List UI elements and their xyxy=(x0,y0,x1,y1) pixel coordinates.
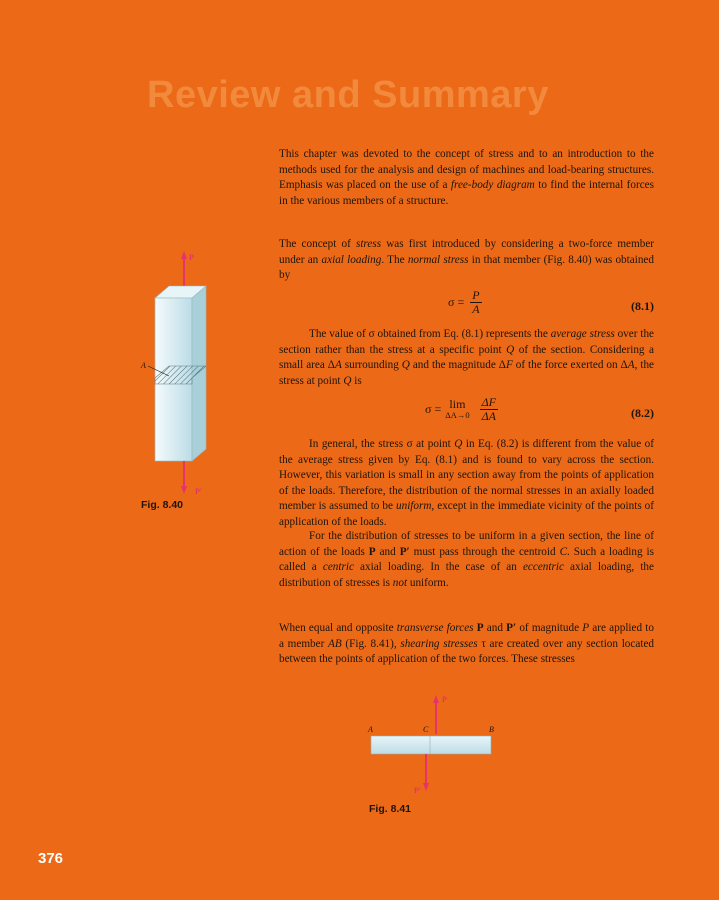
equation-number: (8.1) xyxy=(631,299,654,313)
emphasis-text: transverse forces xyxy=(396,622,474,634)
paragraph-intro xyxy=(279,147,654,209)
limit-operator: lim xyxy=(449,396,466,411)
member-ab xyxy=(371,736,491,754)
emphasis-text: F xyxy=(505,359,513,372)
text-run: This chapter was devoted to the concept of stress and to an introduction to the methods used for the analysis and design of machines and load-bearing structures. Emphasis was placed on the use of a xyxy=(279,148,654,192)
page-number: 376 xyxy=(38,850,64,867)
emphasis-text: AB xyxy=(328,637,342,650)
text-run: in that member (Fig. 8.40) was obtained by xyxy=(279,253,654,282)
limit-subscript: ΔA→0 xyxy=(445,409,470,420)
text-run: axial loading. In the case of an xyxy=(353,561,523,574)
denominator: A xyxy=(472,302,480,316)
equation-number: (8.2) xyxy=(631,406,654,420)
equation-8-2 xyxy=(279,396,654,430)
text-run: . Such a loading is called a xyxy=(279,545,655,574)
figure-8-41 xyxy=(360,692,510,802)
numerator: P xyxy=(472,288,480,302)
text-run: The concept of xyxy=(279,238,356,250)
emphasis-text: free-body diagram xyxy=(450,179,535,192)
text-run: τ are created over any section located between the points of application of the two forces. These stresses xyxy=(279,637,655,666)
text-run: , the stress at point xyxy=(279,359,655,387)
emphasis-text: shearing stresses xyxy=(400,637,478,650)
emphasis-text: eccentric xyxy=(522,561,564,574)
paragraph-centric-loading xyxy=(279,529,654,591)
paragraph-shearing xyxy=(279,621,654,668)
emphasis-text: normal stress xyxy=(407,253,469,266)
emphasis-text: average stress xyxy=(550,328,615,340)
emphasis-text: A xyxy=(627,359,635,372)
text-run: and xyxy=(375,545,400,558)
paragraph-distribution xyxy=(279,437,654,531)
numerator: ΔF xyxy=(481,395,496,409)
emphasis-text: stress xyxy=(355,238,382,250)
emphasis-text: Q xyxy=(506,343,515,356)
equation-lhs: σ = xyxy=(448,295,465,309)
label-a: A xyxy=(368,725,373,734)
label-c: C xyxy=(423,725,429,734)
bold-text: P xyxy=(368,545,376,558)
text-run: in Eq. (8.2) is different from the value of the average stress given by Eq. (8.1) and is found to vary across the section. However, this variation is small in any section away from the points of application of the loads. Therefore, the distribution of the normal stresses in an axially loaded member is assumed to be xyxy=(279,438,655,513)
text-run: of the force exerted on Δ xyxy=(512,359,628,372)
text-run: was first introduced by considering a two-force member under an xyxy=(279,238,655,266)
emphasis-text: uniform, xyxy=(396,500,435,513)
emphasis-text: Q xyxy=(401,359,410,372)
text-run: of magnitude xyxy=(516,622,583,634)
text-run: and xyxy=(483,622,507,634)
denominator: ΔA xyxy=(481,409,496,423)
text-run: are applied to a member xyxy=(279,622,654,650)
text-run: For the distribution of stresses to be uniform in a given section, the line of action of the loads xyxy=(279,530,654,558)
emphasis-text: A xyxy=(334,359,342,372)
label-p-prime: P′ xyxy=(195,487,203,496)
bold-text: P xyxy=(476,622,484,634)
emphasis-text: Q xyxy=(454,438,463,450)
text-run: of the section. Considering a small area Δ xyxy=(279,343,654,372)
paragraph-average-stress xyxy=(279,327,654,389)
label-a: A xyxy=(141,361,146,370)
text-run: The value of σ obtained from Eq. (8.1) represents the xyxy=(309,328,551,340)
emphasis-text: P xyxy=(582,622,590,634)
bold-text: P′ xyxy=(506,622,517,634)
emphasis-text: C xyxy=(559,545,568,558)
paragraph-stress-concept xyxy=(279,237,654,284)
figure-caption: Fig. 8.40 xyxy=(141,499,184,511)
equation-8-1 xyxy=(279,289,654,323)
label-p-prime: P′ xyxy=(414,786,422,795)
figure-caption: Fig. 8.41 xyxy=(369,803,412,815)
equation-lhs: σ = xyxy=(425,402,442,416)
text-run: surrounding xyxy=(341,359,402,372)
text-run: . The xyxy=(381,253,408,266)
text-run: axial loading, the distribution of stresses is xyxy=(279,561,654,589)
text-run: When equal and opposite xyxy=(279,622,397,634)
text-run: In general, the stress σ at point xyxy=(309,438,455,450)
text-run: uniform. xyxy=(407,576,449,589)
label-p: P xyxy=(189,253,194,262)
text-run: must pass through the centroid xyxy=(409,545,560,558)
text-run: and the magnitude Δ xyxy=(409,359,506,372)
label-p: P xyxy=(442,695,447,704)
emphasis-text: not xyxy=(392,576,408,589)
text-run: (Fig. 8.41), xyxy=(341,637,401,650)
figure-8-40 xyxy=(135,248,235,508)
arrowhead-icon xyxy=(433,695,439,703)
arrowhead-icon xyxy=(181,251,187,259)
emphasis-text: centric xyxy=(322,561,354,574)
text-run: over the section rather than the stress at a specific point xyxy=(279,328,655,356)
text-run: is xyxy=(351,374,362,387)
emphasis-text: Q xyxy=(343,374,352,387)
arrowhead-icon xyxy=(423,783,429,791)
arrowhead-icon xyxy=(181,486,187,494)
emphasis-text: axial loading xyxy=(321,253,382,266)
text-run: except in the immediate vicinity of the points of application of the loads. xyxy=(279,500,655,528)
text-run: to find the internal forces in the various members of a structure. xyxy=(279,179,655,207)
label-b: B xyxy=(489,725,494,734)
bold-text: P′ xyxy=(399,545,410,558)
page-title: Review and Summary xyxy=(147,74,549,116)
